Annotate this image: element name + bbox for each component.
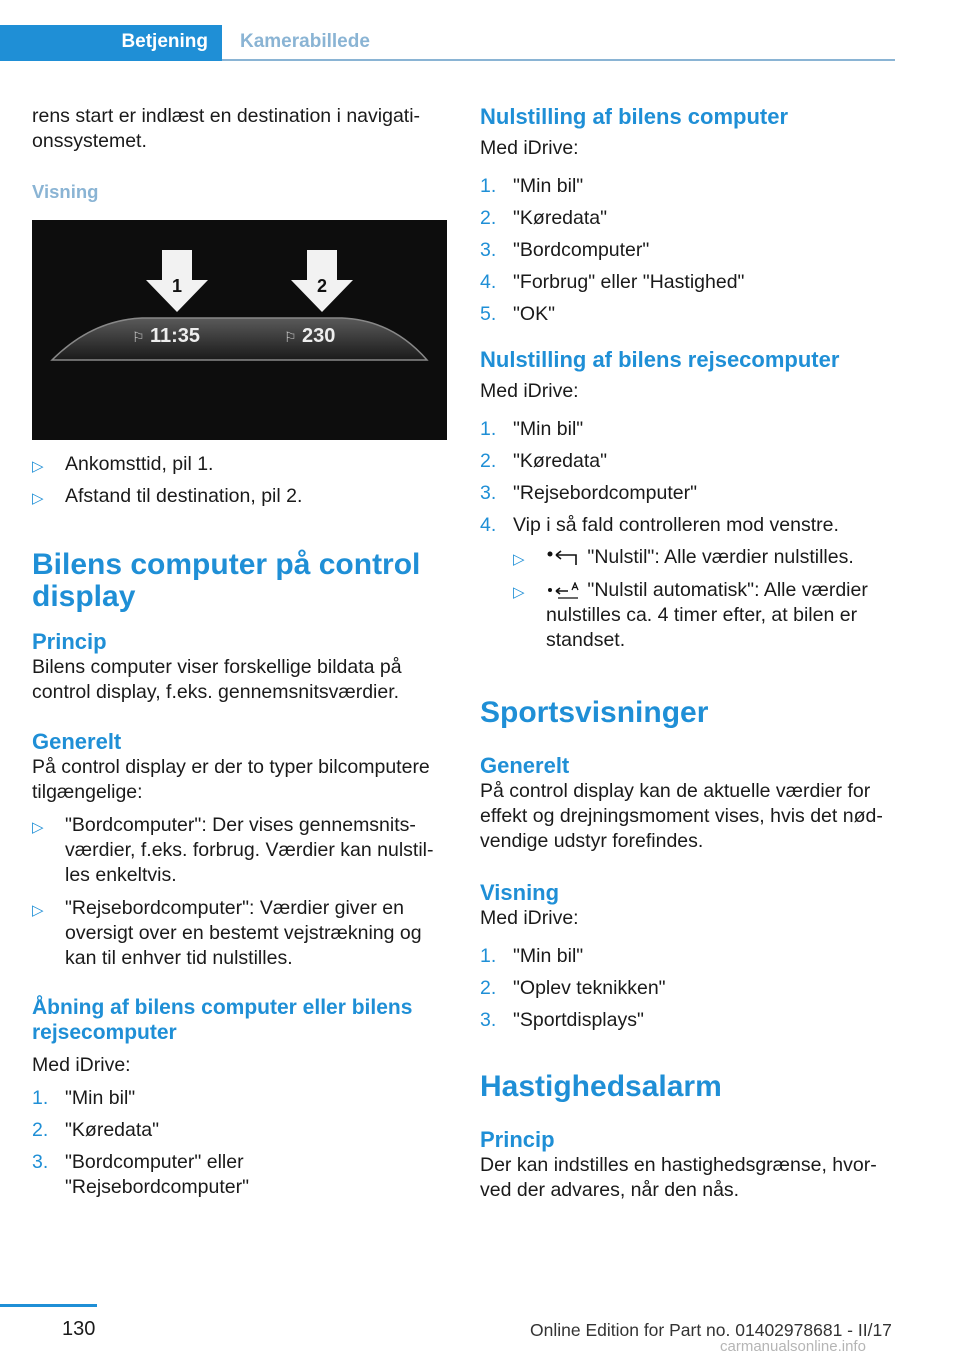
list-item-text: "Oplev teknikken" — [513, 977, 666, 999]
step-number: 1. — [32, 1087, 49, 1109]
list-item-text: "Køredata" — [513, 207, 608, 229]
computer-types-list — [32, 813, 450, 971]
list-item-text: "Min bil" — [513, 418, 584, 440]
list-item-text: "Min bil" — [65, 1087, 136, 1109]
dashboard-illustration — [32, 220, 447, 440]
arrow-legend-list — [32, 452, 450, 509]
alarm-text: Der kan indstilles en hastighedsgrænse, hvor-ved der advares, når den nås. — [480, 1154, 877, 1201]
list-item-text: Afstand til destination, pil 2. — [65, 485, 303, 507]
sport-title: Sportsvisninger — [480, 696, 709, 729]
sport-steps-list — [480, 944, 898, 1033]
list-item-text: "Min bil" — [513, 175, 584, 197]
step-number: 2. — [480, 977, 497, 999]
open-steps-list — [32, 1086, 450, 1200]
watermark-text: carmanualsonline.info — [720, 1338, 866, 1355]
list-item — [32, 452, 450, 477]
step-number: 3. — [480, 1009, 497, 1031]
list-item — [480, 449, 898, 474]
generelt-text: På control display er der to typer bilcomputere tilgængelige: — [32, 756, 430, 803]
list-item-text: "Rejsebordcomputer": Værdier giver en oversigt over en bestemt vejstrækning og kan til enhver tid nulstilles. — [65, 897, 422, 969]
arrow-2-label: 2 — [316, 276, 328, 296]
flag-icon-1: ⚐ — [132, 329, 145, 345]
list-item — [32, 1118, 450, 1143]
sport-text: På control display kan de aktuelle værdier for effekt og drejningsmoment vises, hvis det nød-vendige udstyr forefindes. — [480, 780, 883, 852]
princip-heading: Princip — [32, 629, 107, 654]
right-column — [480, 100, 898, 1203]
list-item-text: Ankomsttid, pil 1. — [65, 453, 214, 475]
step-number: 1. — [480, 418, 497, 440]
step-number: 1. — [480, 945, 497, 967]
list-item-text: "Køredata" — [513, 450, 608, 472]
triangle-bullet-icon: ▷ — [513, 584, 525, 601]
list-item-text: "Køredata" — [65, 1119, 160, 1141]
list-item-text: "Min bil" — [513, 945, 584, 967]
distance-value: 230 — [302, 325, 336, 347]
list-item-text: "OK" — [513, 303, 556, 325]
list-item — [32, 1150, 295, 1200]
list-item — [480, 513, 898, 538]
alarm-title: Hastighedsalarm — [480, 1070, 722, 1103]
reset-icon — [546, 549, 582, 567]
list-item — [480, 302, 898, 327]
med-idrive-text: Med iDrive: — [480, 137, 579, 159]
step-number: 4. — [480, 514, 497, 536]
step-number: 2. — [32, 1119, 49, 1141]
reset-steps-list — [480, 174, 898, 327]
med-idrive-text: Med iDrive: — [32, 1054, 131, 1076]
arrow-1-label: 1 — [171, 276, 183, 296]
alarm-princip-heading: Princip — [480, 1127, 555, 1152]
med-idrive-text: Med iDrive: — [480, 907, 579, 929]
list-item — [32, 813, 450, 888]
section-title: Bilens computer på control display — [32, 548, 421, 613]
list-item-text: Vip i så fald controlleren mod venstre. — [513, 514, 839, 536]
list-item — [480, 174, 898, 199]
triangle-bullet-icon: ▷ — [32, 458, 44, 475]
step-number: 3. — [480, 482, 497, 504]
list-item — [32, 1086, 450, 1111]
triangle-bullet-icon: ▷ — [32, 819, 44, 836]
list-item-text: "Forbrug" eller "Hastighed" — [513, 271, 745, 293]
arrival-time: 11:35 — [150, 325, 201, 347]
reset2-heading: Nulstilling af bilens rejsecomputer — [480, 347, 840, 372]
step-number: 3. — [480, 239, 497, 261]
left-column — [32, 100, 450, 1198]
step-number: 5. — [480, 303, 497, 325]
list-item-text: "Bordcomputer" eller "Rejsebordcomputer" — [65, 1151, 250, 1198]
list-item — [32, 484, 450, 509]
list-item-text: "Bordcomputer" — [513, 239, 650, 261]
intro-text: rens start er indlæst en destination i navigati-onssystemet. — [32, 105, 421, 152]
tab-betjening[interactable] — [0, 25, 222, 61]
list-item — [480, 238, 898, 263]
list-item-text: "Rejsebordcomputer" — [513, 482, 698, 504]
tab-kamerabillede[interactable]: Kamerabillede — [240, 31, 370, 52]
list-item-text: "Bordcomputer": Der vises gennemsnits-værdier, f.eks. forbrug. Værdier kan nulstil-les enkeltvis. — [65, 814, 434, 886]
auto-reset-icon — [546, 582, 582, 600]
list-item — [480, 944, 898, 969]
open-heading: Åbning af bilens computer eller bilens rejsecomputer — [32, 996, 413, 1044]
list-item — [480, 206, 898, 231]
princip-text: Bilens computer viser forskellige bildata på control display, f.eks. gennemsnitsværdier. — [32, 656, 402, 703]
step-number: 3. — [32, 1151, 49, 1173]
header-rule — [222, 59, 895, 61]
triangle-bullet-icon: ▷ — [32, 902, 44, 919]
generelt-heading: Generelt — [32, 729, 122, 754]
list-item-text: "Sportdisplays" — [513, 1009, 644, 1031]
list-item — [513, 545, 898, 570]
triangle-bullet-icon: ▷ — [32, 490, 44, 507]
triangle-bullet-icon: ▷ — [513, 551, 525, 568]
sport-visning-heading: Visning — [480, 880, 560, 905]
step-number: 4. — [480, 271, 497, 293]
footer-rule — [0, 1304, 97, 1307]
header-tabs — [0, 25, 895, 61]
list-item — [480, 976, 898, 1001]
reset-options-list — [513, 545, 898, 653]
list-item-text: "Nulstil automatisk": Alle værdier nulstilles ca. 4 timer efter, at bilen er standset. — [546, 579, 868, 651]
list-item-text: "Nulstil": Alle værdier nulstilles. — [587, 546, 854, 568]
list-item — [480, 270, 898, 295]
list-item — [480, 481, 898, 506]
list-item — [480, 417, 898, 442]
sport-generelt-heading: Generelt — [480, 753, 570, 778]
step-number: 2. — [480, 450, 497, 472]
reset2-steps-list — [480, 417, 898, 538]
edition-text: Online Edition for Part no. 01402978681 - II/17 — [530, 1320, 892, 1340]
visning-label: Visning — [32, 181, 99, 202]
list-item — [480, 1008, 898, 1033]
list-item — [513, 578, 898, 653]
step-number: 1. — [480, 175, 497, 197]
tab-betjening-label: Betjening — [121, 31, 208, 52]
reset-heading: Nulstilling af bilens computer — [480, 104, 789, 129]
dashboard-image — [32, 220, 447, 440]
flag-icon-2: ⚐ — [284, 329, 297, 345]
page-number: 130 — [62, 1318, 96, 1340]
list-item — [32, 896, 450, 971]
med-idrive-text: Med iDrive: — [480, 380, 579, 402]
step-number: 2. — [480, 207, 497, 229]
